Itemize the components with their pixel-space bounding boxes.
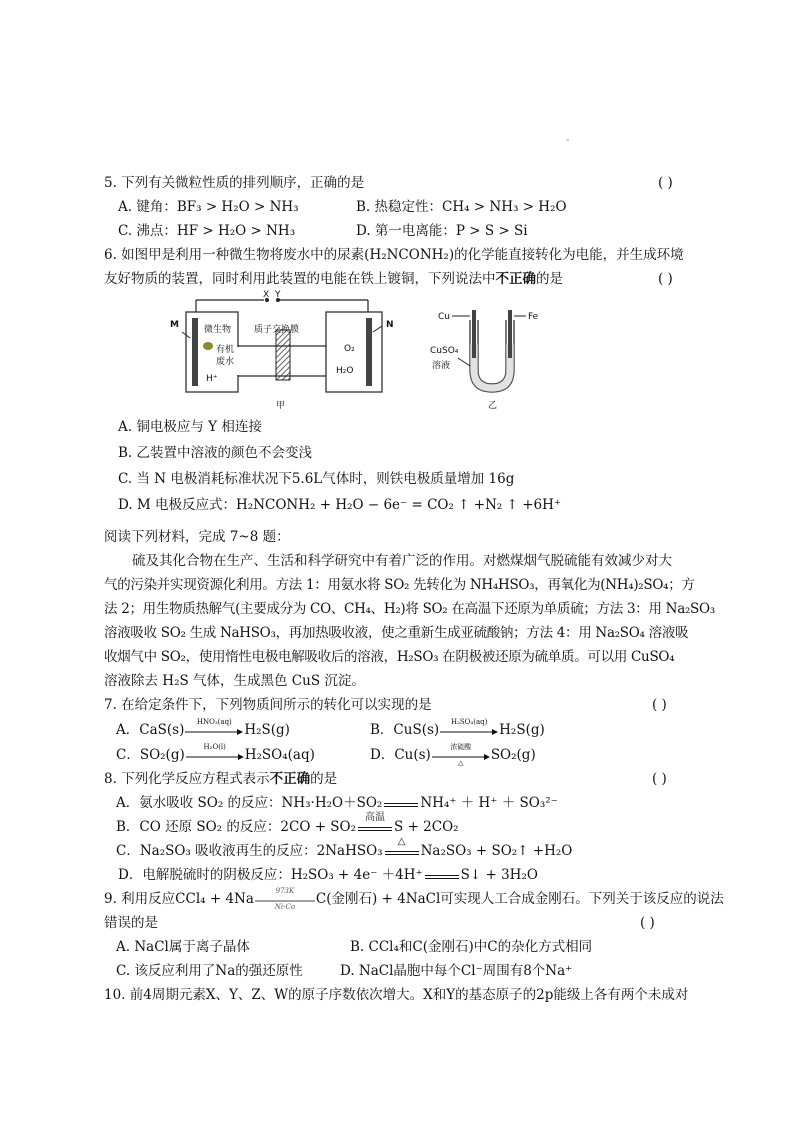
q7-option-a xyxy=(116,717,290,739)
figure-yi xyxy=(430,300,550,410)
q7-d-arrow xyxy=(432,742,490,767)
figure-label-m: M xyxy=(170,320,179,330)
q8-b-condition: 高温 xyxy=(365,811,386,823)
q8-c-equals xyxy=(385,835,419,859)
q7-b-product: H₂S(g) xyxy=(499,722,545,738)
q7-a-product: H₂S(g) xyxy=(244,722,290,738)
q8-stem-a: 8. 下列化学反应方程式表示 xyxy=(104,771,270,787)
q7-answer-paren: ( ) xyxy=(652,697,667,713)
q6-option-a: A. 铜电极应与 Y 相连接 xyxy=(118,419,262,435)
q8-stem xyxy=(104,770,337,788)
reading-p3: 法 2；用生物质热解气(主要成分为 CO、CH₄、H₂)将 SO₂ 在高温下还原为单质硫；方法 3：用 Na₂SO₃ xyxy=(104,601,715,617)
figure-label-organic: 有机 xyxy=(216,345,235,355)
q9-arrow xyxy=(255,886,315,911)
figure-label-membrane: 质子交换膜 xyxy=(254,325,300,335)
figure-label-yi: 乙 xyxy=(488,401,498,411)
q7-d-product: SO₂(g) xyxy=(490,747,536,763)
q7-option-b xyxy=(370,717,545,739)
q9-answer-paren: ( ) xyxy=(640,915,655,931)
figure-label-y: Y xyxy=(275,290,281,300)
q7-a-arrow xyxy=(185,717,243,738)
q6-stem-line2 xyxy=(104,270,563,288)
q8-c-condition: △ xyxy=(397,835,406,847)
q6-stem-line1: 6. 如图甲是利用一种微生物将废水中的尿素(H₂NCONH₂)的化学能直接转化为电能，并生成环境 xyxy=(104,247,684,263)
figure-jia-drawing xyxy=(168,290,398,410)
q5-option-d: D. 第一电离能：P > S > Si xyxy=(356,223,528,239)
figure-label-o2: O₂ xyxy=(344,344,355,354)
figure-label-waste: 废水 xyxy=(216,357,235,367)
q7-c-condition: H₂O(l) xyxy=(203,742,226,751)
q8-b-equals xyxy=(358,811,392,835)
figure-label-hplus: H⁺ xyxy=(206,374,218,384)
figure-label-solution: 溶液 xyxy=(432,361,451,371)
q9-stem-line2: 错误的是 xyxy=(104,915,158,931)
reading-p1: 硫及其化合物在生产、生活和科学研究中有着广泛的作用。对燃煤烟气脱硫能有效减少对大 xyxy=(132,553,672,569)
q9-option-c: C. 该反应利用了Na的强还原性 xyxy=(116,963,303,979)
reading-p6: 溶液除去 H₂S 气体，生成黑色 CuS 沉淀。 xyxy=(104,673,365,689)
q8-d-right: S↓ + 3H₂O xyxy=(460,867,538,883)
q7-b-arrow xyxy=(440,717,498,738)
q6-option-c: C. 当 N 电极消耗标准状况下5.6L气体时，则铁电极质量增加 16g xyxy=(118,471,515,487)
figure-label-microbe: 微生物 xyxy=(204,325,232,335)
q8-b-left: B．CO 还原 SO₂ 的反应：2CO + SO₂ xyxy=(116,819,357,835)
figure-label-cu: Cu xyxy=(438,312,450,322)
figure-label-jia: 甲 xyxy=(276,401,286,411)
q7-c-reactant: C．SO₂(g) xyxy=(116,747,185,763)
q7-d-condition-heat: △ xyxy=(458,758,464,767)
q8-b-right: S + 2CO₂ xyxy=(394,819,459,835)
figure-label-fe: Fe xyxy=(528,312,539,322)
q7-d-condition: 浓硫酸 xyxy=(450,742,472,751)
q6-stem-line2-b: 的是 xyxy=(536,271,563,287)
q6-answer-paren: ( ) xyxy=(658,271,673,287)
header-mark: - xyxy=(566,135,570,146)
q5-option-a: A. 键角：BF₃ > H₂O > NH₃ xyxy=(118,199,299,215)
q7-c-product: H₂SO₄(aq) xyxy=(244,747,315,763)
q7-b-reactant: B．CuS(s) xyxy=(370,722,440,738)
q8-a-left: A．氨水吸收 SO₂ 的反应：NH₃·H₂O＋SO₂ xyxy=(116,795,383,811)
q8-a-right: NH₄⁺ ＋ H⁺ ＋ SO₃²⁻ xyxy=(420,795,558,811)
q8-d-equals xyxy=(425,869,459,883)
q7-a-condition: HNO₃(aq) xyxy=(196,717,232,726)
q8-option-c xyxy=(116,835,573,860)
figure-label-n: N xyxy=(386,320,394,330)
figure-label-x: X xyxy=(263,290,270,300)
q9-condition-bottom: Ni-Co xyxy=(274,902,296,911)
q8-stem-bold: 不正确 xyxy=(269,771,311,787)
q7-a-reactant: A．CaS(s) xyxy=(116,722,185,738)
q7-b-condition: H₂SO₄(aq) xyxy=(450,717,488,726)
q8-c-right: Na₂SO₃ + SO₂↑ +H₂O xyxy=(420,843,573,859)
q10-stem: 10. 前4周期元素X、Y、Z、W的原子序数依次增大。X和Y的基态原子的2p能级上各有两个未成对 xyxy=(104,987,689,1003)
reading-intro: 阅读下列材料，完成 7~8 题： xyxy=(104,529,290,545)
q9-stem-line1 xyxy=(104,886,724,911)
q8-option-a xyxy=(116,794,558,812)
figure-label-cuso4: CuSO₄ xyxy=(430,346,459,356)
q7-stem: 7. 在给定条件下，下列物质间所示的转化可以实现的是 xyxy=(104,697,432,713)
reading-p2: 气的污染并实现资源化利用。方法 1：用氨水将 SO₂ 先转化为 NH₄HSO₃，再氧化为(NH₄)₂SO₄；方 xyxy=(104,577,695,593)
q9-stem-a: 9. 利用反应CCl₄ + 4Na xyxy=(104,891,254,907)
figure-label-h2o: H₂O xyxy=(336,366,354,376)
figure-jia xyxy=(168,290,398,410)
q9-option-d: D. NaCl晶胞中每个Cl⁻周围有8个Na⁺ xyxy=(340,963,573,979)
q8-stem-b: 的是 xyxy=(310,771,338,787)
q6-option-b: B. 乙装置中溶液的颜色不会变浅 xyxy=(118,445,313,461)
q7-d-reactant: D．Cu(s) xyxy=(370,747,431,763)
q9-stem-b: C(金刚石) + 4NaCl可实现人工合成金刚石。下列关于该反应的说法 xyxy=(315,891,724,907)
q8-option-d xyxy=(118,866,538,884)
q7-option-c xyxy=(116,742,315,764)
q8-a-equals xyxy=(384,797,418,811)
reading-p4: 溶液吸收 SO₂ 生成 NaHSO₃，再加热吸收液，使之重新生成亚硫酸钠；方法 4：用 Na₂SO₄ 溶液吸 xyxy=(104,625,689,641)
q9-condition-top: 973K xyxy=(275,886,295,895)
q5-option-c: C. 沸点：HF > H₂O > NH₃ xyxy=(118,223,296,239)
q5-option-b: B. 热稳定性：CH₄ > NH₃ > H₂O xyxy=(356,199,567,215)
q5-stem: 5. 下列有关微粒性质的排列顺序，正确的是 xyxy=(104,175,365,191)
q8-d-left: D．电解脱硫时的阴极反应：H₂SO₃ + 4e⁻ ＋4H⁺ xyxy=(118,867,423,883)
q6-stem-bold: 不正确 xyxy=(495,271,536,287)
reading-p5: 收烟气中 SO₂，使用惰性电极电解吸收后的溶液，H₂SO₃ 在阴极被还原为硫单质。可以用 CuSO₄ xyxy=(104,649,675,665)
q9-option-b: B. CCl₄和C(金刚石)中C的杂化方式相同 xyxy=(350,939,593,955)
q9-option-a: A. NaCl属于离子晶体 xyxy=(116,939,250,955)
q7-c-arrow xyxy=(186,742,244,763)
q8-option-b xyxy=(116,811,459,836)
q7-option-d xyxy=(370,742,536,767)
q6-option-d: D. M 电极反应式：H₂NCONH₂ + H₂O − 6e⁻ = CO₂ ↑ +N₂ ↑ +6H⁺ xyxy=(118,497,562,513)
q5-answer-paren: ( ) xyxy=(658,175,673,191)
q8-c-left: C．Na₂SO₃ 吸收液再生的反应：2NaHSO₃ xyxy=(116,843,383,859)
q8-answer-paren: ( ) xyxy=(652,771,667,787)
q6-stem-line2-a: 友好物质的装置，同时利用此装置的电能在铁上镀铜，下列说法中 xyxy=(104,271,496,287)
